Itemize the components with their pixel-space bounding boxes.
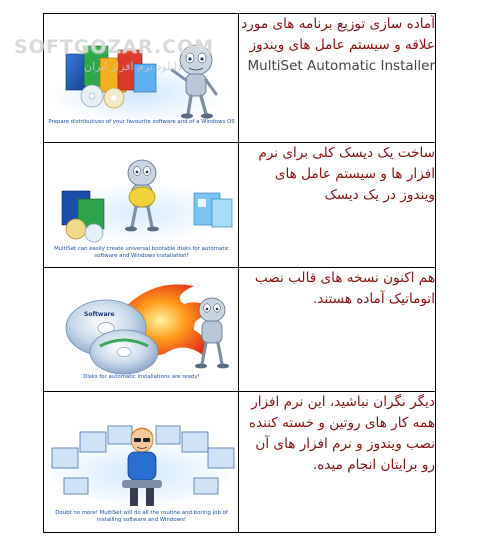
description-cell bbox=[239, 392, 436, 533]
ready-disks-illustration bbox=[44, 268, 239, 391]
disc-label: Software bbox=[84, 311, 115, 318]
description-text: هم اکنون نسخه های قالب نصب اتوماتیک آماده هستند. bbox=[254, 270, 435, 307]
illustration-caption: Disks for automatic installations are ready! bbox=[83, 374, 200, 380]
disc-icon bbox=[90, 330, 158, 374]
windows-box-icon bbox=[194, 193, 232, 227]
description-text: آماده سازی توزیع برنامه های مورد علاقه و سیستم عامل های ویندوز bbox=[241, 16, 435, 53]
feature-table bbox=[43, 13, 436, 533]
illustration-caption: Doubt no more! MultiSet will do all the routine and boring job of installing software and Windows! bbox=[55, 510, 228, 523]
robot-mascot-icon bbox=[195, 298, 229, 368]
table-row bbox=[44, 392, 436, 533]
description-text: ساخت یک دیسک کلی برای نرم افزار ها و سیستم عامل های ویندوز در یک دیسک bbox=[258, 145, 435, 203]
illustration-cell bbox=[44, 14, 239, 143]
illustration-caption: Prepare distributives of your favourite software and of a Windows OS bbox=[48, 119, 235, 125]
watermark-subtitle: دانلود نرم افزار ایران bbox=[84, 60, 182, 73]
product-name: MultiSet Automatic Installer bbox=[247, 58, 435, 74]
illustration-cell bbox=[44, 392, 239, 533]
description-cell bbox=[239, 268, 436, 392]
illustration-cell bbox=[44, 268, 239, 392]
illustration-caption: MultiSet can easily create universal bootable disks for automatic software and Windows installation! bbox=[54, 246, 229, 259]
watermark-logo: SOFTGOZAR.COM bbox=[14, 36, 215, 58]
description-cell bbox=[239, 14, 436, 143]
table-row bbox=[44, 14, 436, 143]
description-text: دیگر نگران نباشید، این نرم افزار همه کار های روتین و خسته کننده نصب ویندوز و نرم افزار های آن رو برایتان انجام میده. bbox=[248, 394, 435, 473]
illustration-cell bbox=[44, 143, 239, 268]
table-row bbox=[44, 268, 436, 392]
table-row bbox=[44, 143, 436, 268]
description-cell bbox=[239, 143, 436, 268]
